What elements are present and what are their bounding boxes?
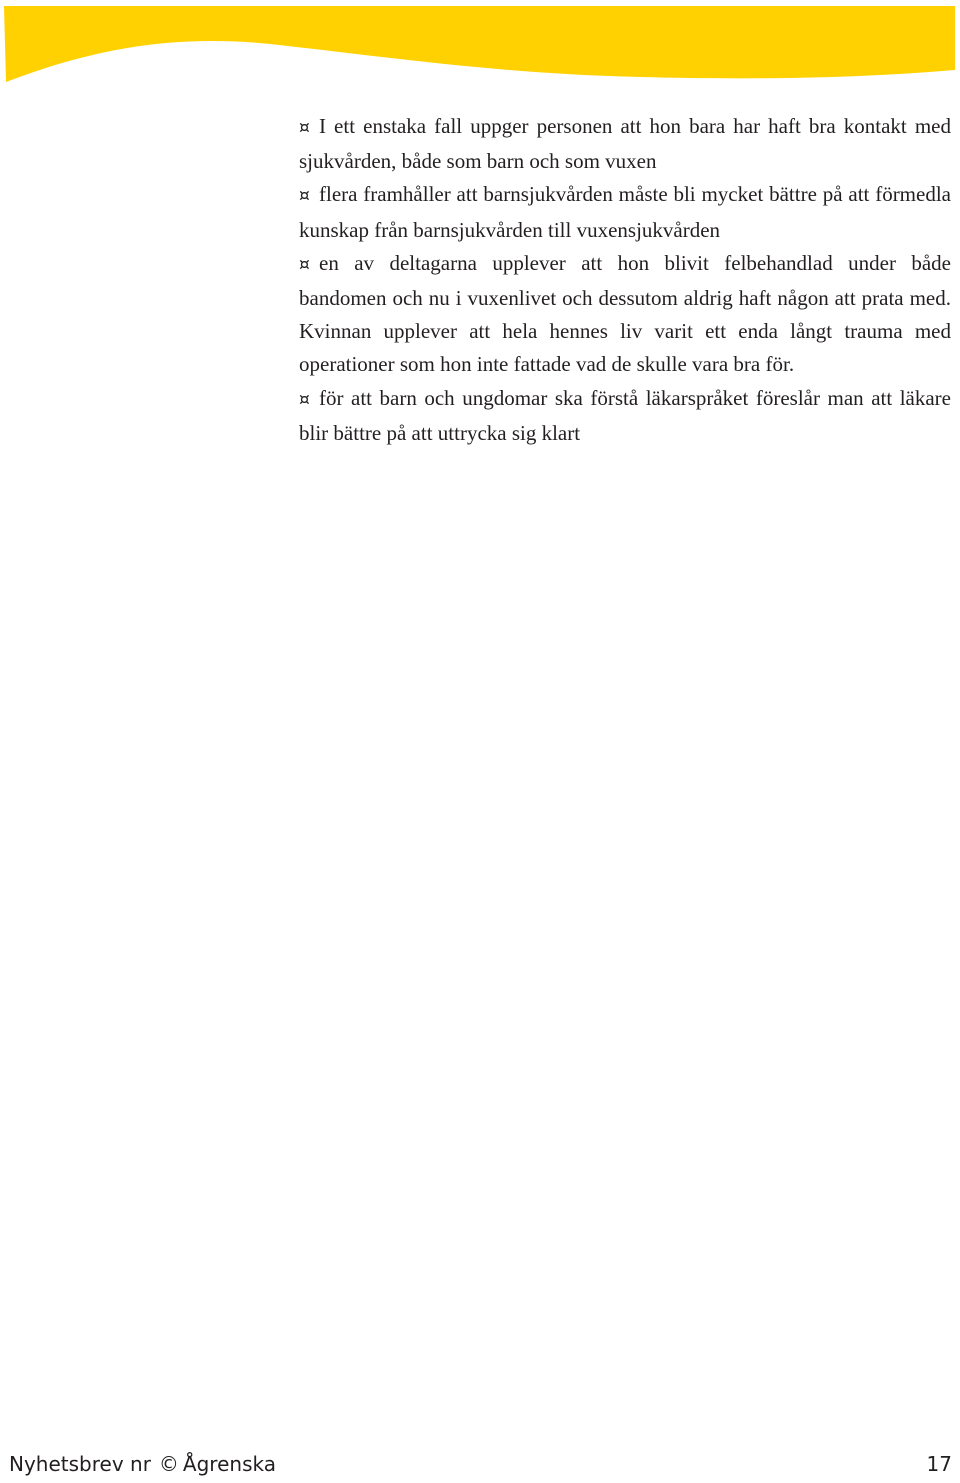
footer-publication-label: Nyhetsbrev nr xyxy=(9,1452,151,1476)
bullet-item xyxy=(299,382,951,450)
bullet-symbol-icon: ¤ xyxy=(299,389,310,410)
footer-publication-info xyxy=(9,1452,276,1476)
bullet-item xyxy=(299,110,951,178)
copyright-icon: © xyxy=(158,1452,179,1476)
bullet-symbol-icon: ¤ xyxy=(299,186,310,207)
bullet-item xyxy=(299,178,951,246)
footer-organization: Ågrenska xyxy=(182,1452,276,1476)
bullet-item-text: I ett enstaka fall uppger personen att hon bara har haft bra kontakt med sjukvården, både som barn och som vuxen xyxy=(299,114,951,174)
bullet-symbol-icon: ¤ xyxy=(299,254,310,275)
page-number: 17 xyxy=(926,1452,952,1476)
bullet-item xyxy=(299,247,951,382)
bullet-item-text: en av deltagarna upplever att hon blivit felbehandlad under både bandomen och nu i vuxenlivet och dessutom aldrig haft någon att prata med. Kvinnan upplever att hela hennes liv varit ett enda långt trauma med operationer som hon inte fattade vad de skulle vara bra för. xyxy=(299,250,951,377)
bullet-item-text: för att barn och ungdomar ska förstå läkarspråket föreslår man att läkare blir bättre på att uttrycka sig klart xyxy=(299,385,951,445)
banner-wave-shape xyxy=(4,6,955,82)
top-yellow-banner xyxy=(0,0,960,90)
bullet-item-text: flera framhåller att barnsjukvården måste bli mycket bättre på att förmedla kunskap från barnsjukvården till vuxensjukvården xyxy=(299,182,951,242)
page-footer xyxy=(9,1452,952,1482)
bullet-symbol-icon: ¤ xyxy=(299,118,310,138)
bullet-list xyxy=(299,110,951,450)
